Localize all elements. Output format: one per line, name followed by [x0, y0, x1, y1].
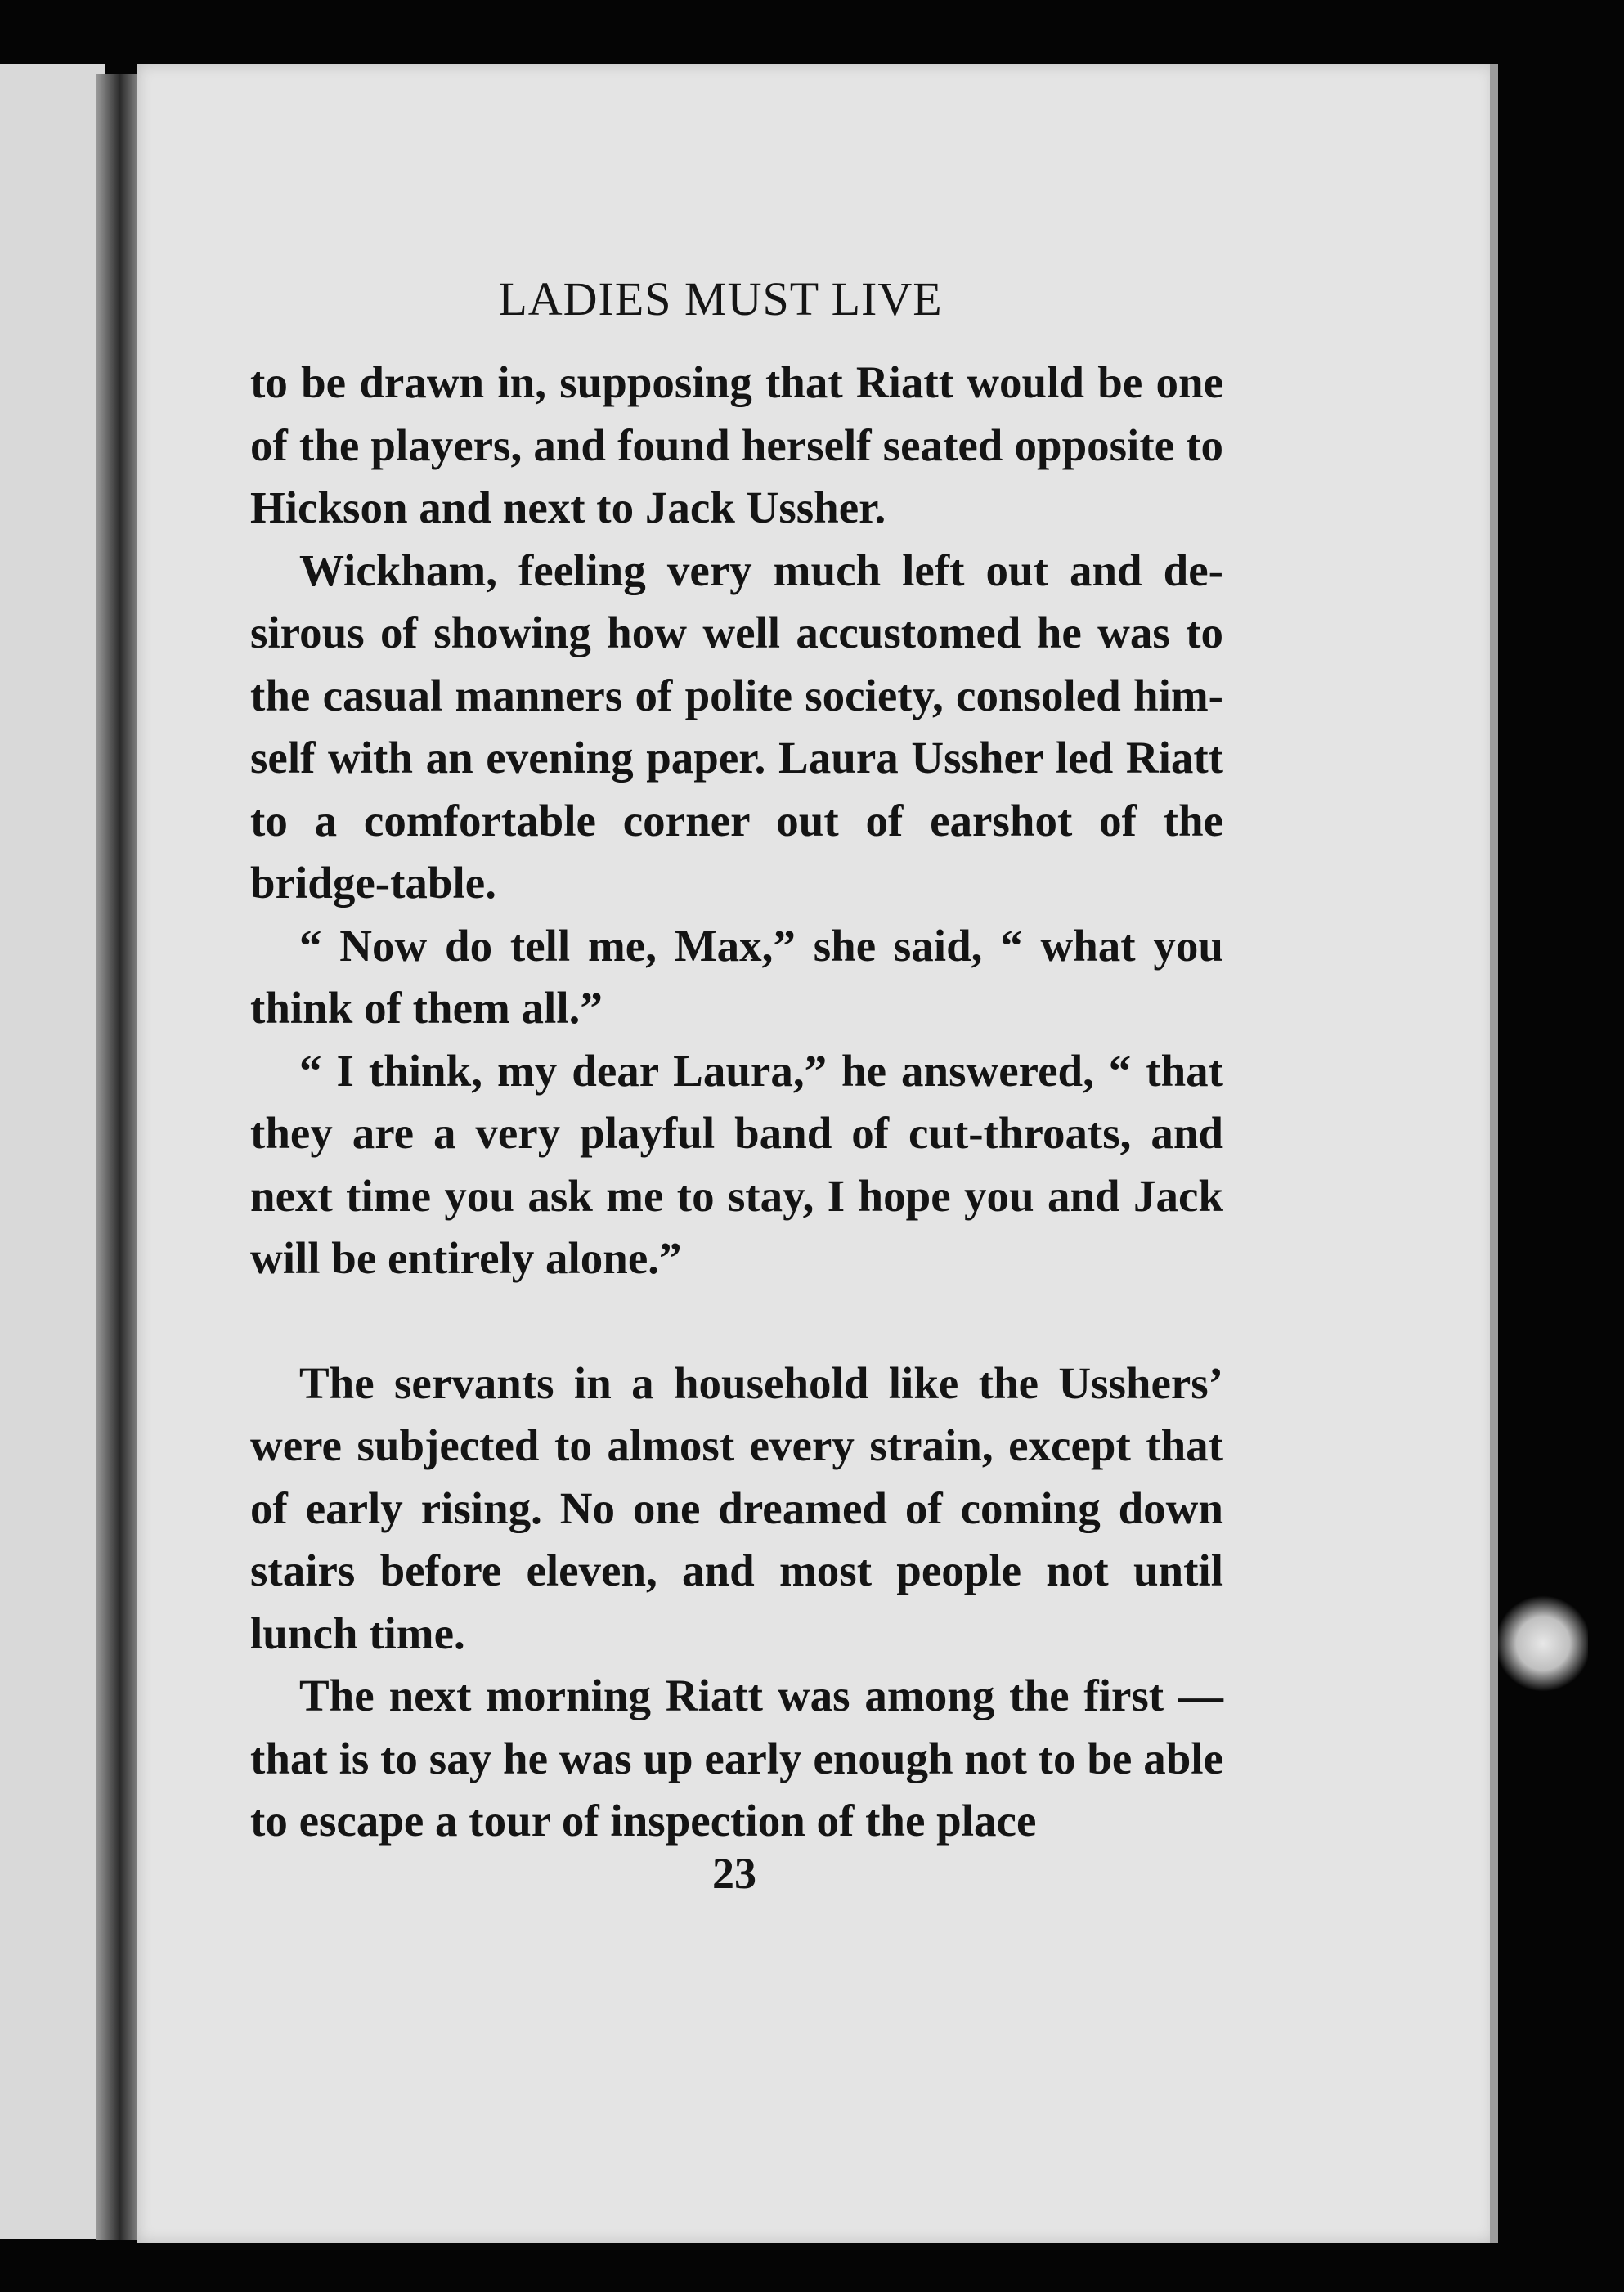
paragraph: to be drawn in, supposing that Riatt would be one of the players, and found herself seated opposite to Hickson and next to Jack Ussher.: [250, 357, 1223, 532]
page-edge-shadow: [1490, 64, 1498, 2243]
paragraph: The next morning Riatt was among the first — that is to say he was up early enough not to be able to escape a tour of inspection of the place: [250, 1671, 1223, 1846]
paragraph: Wickham, feeling very much left out and de-sirous of showing how well accustomed he was to the casual manners of polite society, consoled him-self with an evening paper. Laura Ussher led Riatt to a comfortable corner out of earshot of the bridge-table.: [250, 545, 1223, 908]
paragraph: The servants in a household like the Usshers’ were subjected to almost every strain, except that of early rising. No one dreamed of coming down stairs before eleven, and most people not until lunch time.: [250, 1357, 1223, 1658]
page-number: 23: [712, 1849, 756, 1898]
paragraph: “ Now do tell me, Max,” she said, “ what you think of them all.”: [250, 920, 1223, 1033]
scan-blemish: [1498, 1595, 1588, 1693]
section-break: [250, 1290, 1223, 1352]
paragraph: “ I think, my dear Laura,” he answered, “ that they are a very playful band of cut-throats, and next time you ask me to stay, I hope you and Jack will be entirely alone.”: [250, 1045, 1223, 1283]
facing-page-edge: [0, 64, 105, 2239]
running-head: LADIES MUST LIVE: [498, 272, 943, 325]
body-text: [250, 352, 1223, 1853]
